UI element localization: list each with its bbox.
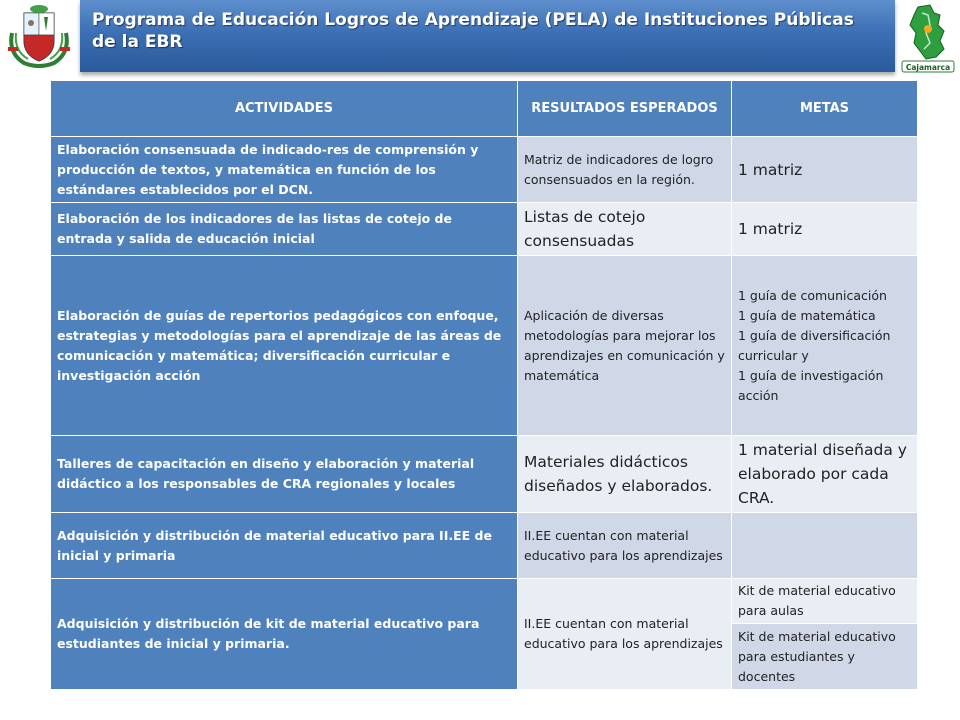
resultado-cell: II.EE cuentan con material educativo para los aprendizajes [518, 579, 732, 690]
table-header-row [51, 81, 918, 137]
title-banner [80, 0, 895, 72]
page-title: Programa de Educación Logros de Aprendizaje (PELA) de Instituciones Públicas de la EBR [92, 10, 854, 52]
resultado-cell: Materiales didácticos diseñados y elaborados. [518, 436, 732, 513]
meta-cell: 1 matriz [732, 137, 918, 203]
meta-cell: Kit de material educativo para estudiantes y docentes [732, 624, 918, 690]
table-row [51, 203, 918, 256]
meta-cell: Kit de material educativo para aulas [732, 579, 918, 624]
header-resultados: RESULTADOS ESPERADOS [518, 81, 732, 137]
meta-cell [732, 256, 918, 436]
table-row [51, 137, 918, 203]
table-row [51, 436, 918, 513]
activities-table [50, 80, 918, 690]
meta-cell: 1 material diseñada y elaborado por cada CRA. [732, 436, 918, 513]
resultado-cell: Aplicación de diversas metodologías para mejorar los aprendizajes en comunicación y matemática [518, 256, 732, 436]
header-actividades: ACTIVIDADES [51, 81, 518, 137]
actividad-cell: Elaboración de guías de repertorios pedagógicos con enfoque, estrategias y metodologías para el aprendizaje de las áreas de comunicación y matemática; diversificación curricular e investigación acción [51, 256, 518, 436]
slide-header [0, 0, 960, 78]
actividad-cell: Adquisición y distribución de kit de material educativo para estudiantes de inicial y primaria. [51, 579, 518, 690]
meta-line: 1 guía de matemática [738, 307, 876, 323]
peru-coat-of-arms-icon [4, 3, 74, 69]
meta-cell: 1 matriz [732, 203, 918, 256]
meta-cell [732, 513, 918, 579]
cajamarca-label: Cajamarca [905, 63, 951, 72]
table-row [51, 513, 918, 579]
resultado-cell: Listas de cotejo consensuadas [518, 203, 732, 256]
meta-line: 1 guía de investigación acción [738, 367, 884, 403]
table-row [51, 579, 918, 624]
actividad-cell: Elaboración de los indicadores de las listas de cotejo de entrada y salida de educación inicial [51, 203, 518, 256]
meta-line: 1 guía de diversificación curricular y [738, 327, 891, 363]
actividad-cell: Talleres de capacitación en diseño y elaboración y material didáctico a los responsables de CRA regionales y locales [51, 436, 518, 513]
actividad-cell: Adquisición y distribución de material educativo para II.EE de inicial y primaria [51, 513, 518, 579]
cajamarca-map-logo-icon [900, 3, 956, 75]
header-metas: METAS [732, 81, 918, 137]
table-row [51, 256, 918, 436]
actividad-cell: Elaboración consensuada de indicado-res de comprensión y producción de textos, y matemática en función de los estándares establecidos por el DCN. [51, 137, 518, 203]
meta-line: 1 guía de comunicación [738, 287, 887, 303]
resultado-cell: Matriz de indicadores de logro consensuados en la región. [518, 137, 732, 203]
resultado-cell: II.EE cuentan con material educativo para los aprendizajes [518, 513, 732, 579]
